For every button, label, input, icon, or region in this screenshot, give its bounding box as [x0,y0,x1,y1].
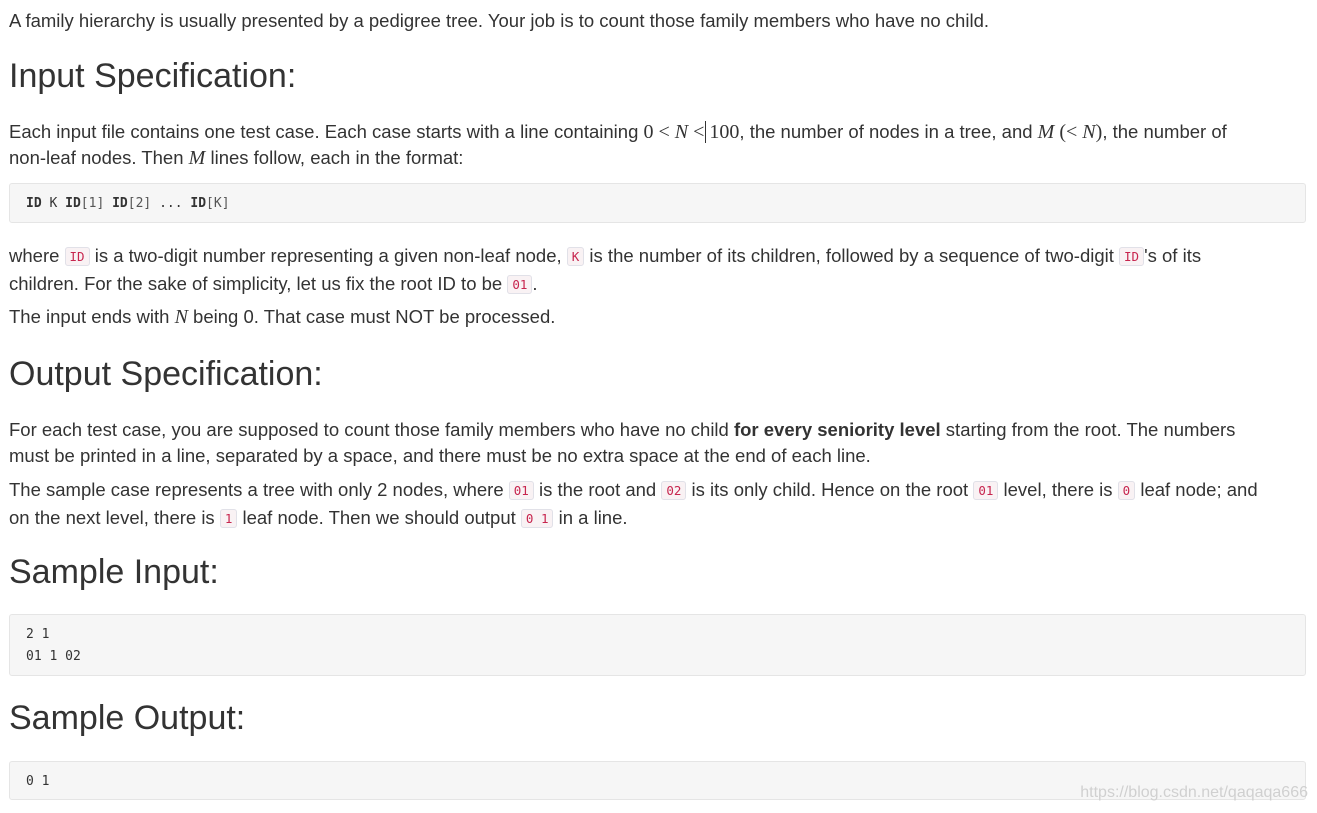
math-m: M [188,147,206,169]
intro-paragraph [9,8,1308,34]
code-line: 0 1 [26,774,50,789]
output-spec-heading: Output Specification: [9,355,323,393]
text-cursor [705,121,706,143]
text-span: For each test case, you are supposed to count those family members who have no child [9,419,734,440]
inline-code: 0 1 [521,509,554,528]
text-span: must be printed in a line, separated by a space, and there must be no extra space at the end of each line. [9,445,871,466]
sample-output-heading: Sample Output: [9,699,246,737]
format-code-block [9,183,1306,223]
inline-code: 0 [1118,481,1136,500]
inline-code: 01 [509,481,534,500]
math-n: N [174,306,188,328]
text-span: . [532,273,538,294]
code-token: [K] [206,196,230,211]
text-span: The sample case represents a tree with only 2 nodes, where [9,479,509,500]
text-span: is a two-digit number representing a given non-leaf node, [89,245,567,266]
text-span: being 0. That case must NOT be processed. [187,306,556,327]
math-paren-close: ) [1095,121,1103,143]
text-span: Each input file contains one test case. Each case starts with a line containing [9,121,644,142]
text-span: , the number of [1102,121,1227,142]
inline-code: 01 [973,481,998,500]
input-spec-paragraph-2 [9,243,1308,299]
inline-code: ID [1119,247,1144,266]
code-token: ID [65,196,81,211]
code-token: K [49,196,58,211]
code-token: ... [159,196,183,211]
code-line: 2 1 [26,627,50,642]
text-span: , the number of nodes in a tree, and [739,121,1038,142]
inline-code: ID [65,247,90,266]
input-spec-heading: Input Specification: [9,57,297,95]
output-spec-paragraph-2 [9,477,1308,533]
math-m: M [1037,121,1055,143]
math-n: N [1082,121,1096,143]
text-span: is its only child. Hence on the root [686,479,974,500]
text-span: leaf node. Then we should output [237,507,521,528]
math-less-than: < [688,121,705,143]
math-hundred: 100 [709,121,740,143]
math-zero: 0 [643,121,654,143]
text-span: in a line. [553,507,628,528]
text-span: is the number of its children, followed by a sequence of two-digit [584,245,1120,266]
intro-text: A family hierarchy is usually presented by a pedigree tree. Your job is to count those family members who have no child. [9,10,989,31]
text-span: where [9,245,65,266]
text-span: level, there is [998,479,1118,500]
math-less-than: < [653,121,675,143]
code-line: 01 1 02 [26,649,81,664]
text-span: lines follow, each in the format: [205,147,464,168]
code-token: ID [190,196,207,211]
code-token: [1] [80,196,105,211]
text-span: children. For the sake of simplicity, let us fix the root ID to be [9,273,508,294]
text-span: on the next level, there is [9,507,220,528]
code-token: ID [26,196,42,211]
text-span: 's of its [1144,245,1202,266]
text-span: is the root and [533,479,662,500]
inline-code: 1 [220,509,238,528]
input-spec-paragraph-1 [9,119,1308,171]
inline-code: K [567,247,585,266]
text-span: The input ends with [9,306,175,327]
input-spec-paragraph-3 [9,304,1308,330]
math-paren: (< [1054,121,1083,143]
output-spec-paragraph-1 [9,417,1308,469]
watermark: https://blog.csdn.net/qaqaqa666 [1080,784,1308,801]
text-span: non-leaf nodes. Then [9,147,189,168]
inline-code: 01 [507,275,532,294]
sample-input-heading: Sample Input: [9,553,219,591]
bold-text: for every seniority level [733,419,941,440]
text-span: leaf node; and [1135,479,1258,500]
sample-input-code-block [9,614,1306,676]
text-span: starting from the root. The numbers [940,419,1236,440]
code-token: [2] [127,196,152,211]
code-token: ID [112,196,128,211]
math-n: N [674,121,689,143]
inline-code: 02 [661,481,686,500]
